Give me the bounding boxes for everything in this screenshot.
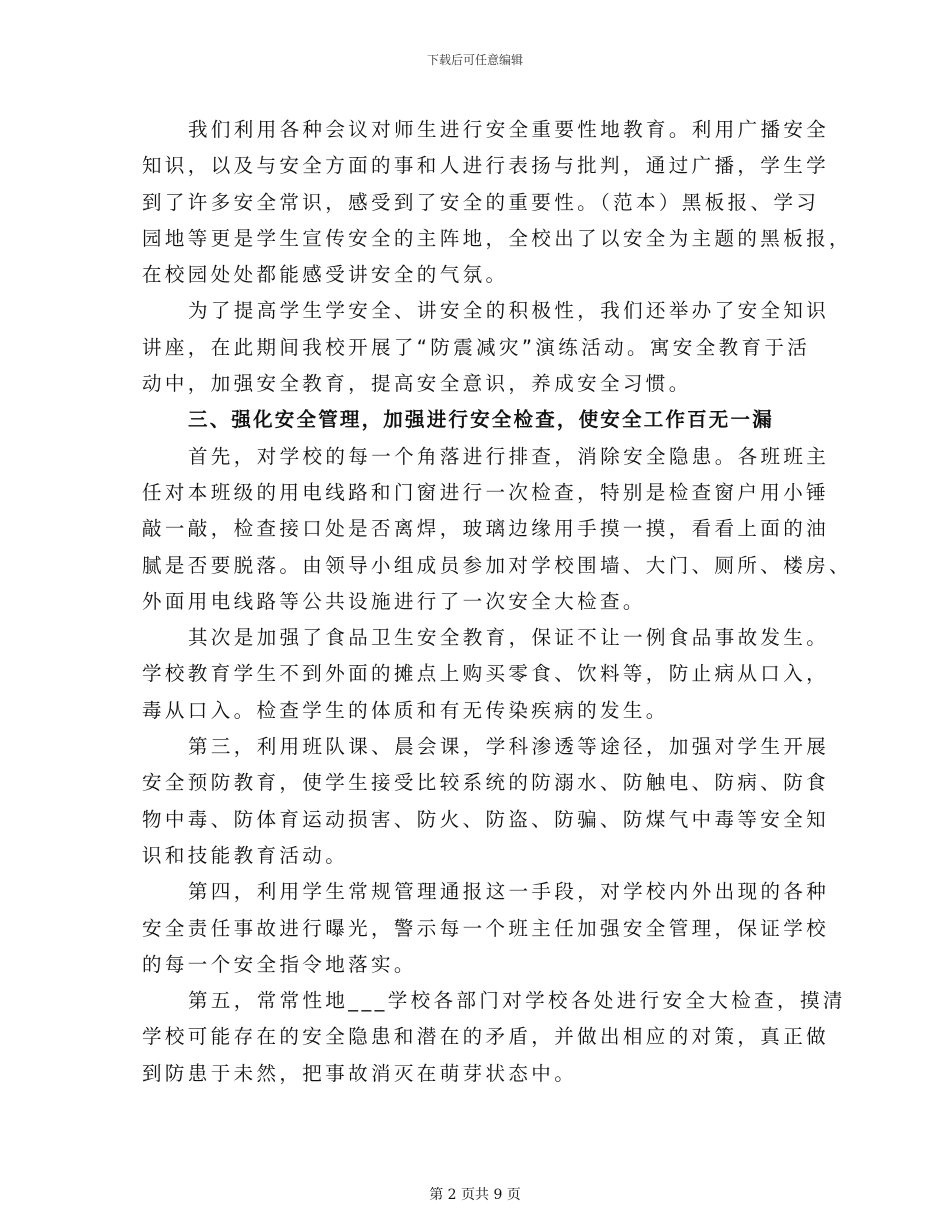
text-line: 外面用电线路等公共设施进行了一次安全大检查。: [142, 589, 646, 613]
text-line: 毒从口入。检查学生的体质和有无传染疾病的发生。: [142, 698, 669, 722]
text-line: 学校教育学生不到外面的摊点上购买零食、饮料等，防止病从口入，: [142, 662, 830, 686]
text-line: 第三，利用班队课、晨会课，学科渗透等途径，加强对学生开展: [188, 735, 830, 759]
text-line: 讲座，在此期间我校开展了“防震减灾”演练活动。寓安全教育于活: [142, 335, 811, 359]
text-line: 腻是否要脱落。由领导小组成员参加对学校围墙、大门、厕所、楼房、: [142, 553, 852, 577]
text-line: 知识，以及与安全方面的事和人进行表扬与批判，通过广播，学生学: [142, 154, 830, 178]
section-heading: 三、强化安全管理，加强进行安全检查，使安全工作百无一漏: [188, 408, 774, 432]
text-line: 为了提高学生学安全、讲安全的积极性，我们还举办了安全知识: [188, 299, 830, 323]
text-line: 识和技能教育活动。: [142, 843, 349, 867]
text-line: 学校可能存在的安全隐患和潜在的矛盾，并做出相应的对策，真正做: [142, 1025, 830, 1049]
text-line: 任对本班级的用电线路和门窗进行一次检查，特别是检查窗户用小锤: [142, 480, 830, 504]
text-line: 园地等更是学生宣传安全的主阵地，全校出了以安全为主题的黑板报，: [142, 226, 852, 250]
text-line: 第四，利用学生常规管理通报这一手段，对学校内外出现的各种: [188, 880, 830, 904]
text-line: 到了许多安全常识，感受到了安全的重要性。（范本）黑板报、学习: [142, 190, 820, 214]
page-header: 下载后可任意编辑: [426, 53, 523, 67]
text-line: 其次是加强了食品卫生安全教育，保证不让一例食品事故发生。: [188, 626, 830, 650]
text-line: 首先，对学校的每一个角落进行排查，消除安全隐患。各班班主: [188, 444, 830, 468]
text-line: 的每一个安全指令地落实。: [142, 952, 417, 976]
text-line: 到防患于未然，把事故消灭在萌芽状态中。: [142, 1061, 578, 1085]
text-line: 在校园处处都能感受讲安全的气氛。: [142, 263, 509, 287]
body-text: [142, 112, 852, 1092]
text-line: 我们利用各种会议对师生进行安全重要性地教育。利用广播安全: [188, 118, 830, 141]
text-line: 物中毒、防体育运动损害、防火、防盗、防骗、防煤气中毒等安全知: [142, 807, 830, 831]
text-line: 敲一敲，检查接口处是否离焊，玻璃边缘用手摸一摸，看看上面的油: [142, 517, 830, 541]
text-line: 第五，常常性地___学校各部门对学校各处进行安全大检查，摸清: [188, 989, 846, 1013]
text-line: 安全责任事故进行曝光，警示每一个班主任加强安全管理，保证学校: [142, 916, 830, 940]
page-footer: 第 2 页共 9 页: [429, 1187, 521, 1203]
text-line: 动中，加强安全教育，提高安全意识，养成安全习惯。: [142, 372, 692, 396]
text-line: 安全预防教育，使学生接受比较系统的防溺水、防触电、防病、防食: [142, 771, 830, 795]
